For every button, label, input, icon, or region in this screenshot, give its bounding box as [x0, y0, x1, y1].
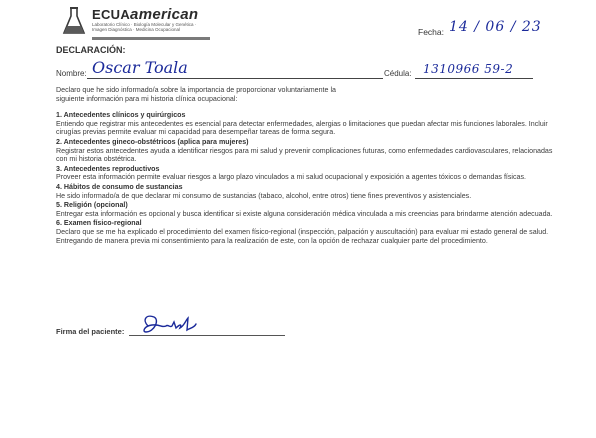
brand-prefix: ECUA	[92, 7, 131, 22]
patient-signature	[140, 312, 200, 338]
section-examen-fisico	[56, 219, 556, 245]
cedula-line	[415, 78, 533, 79]
section-antecedentes-clinicos	[56, 111, 556, 137]
brand-subtitle: Laboratorio Clínico · Biología Molecular y Genética · Imagen Diagnóstica · Medicina Ocupacional	[92, 22, 197, 32]
section-heading: 6. Examen físico-regional	[56, 219, 142, 228]
brand-suffix: american	[130, 6, 199, 23]
section-habitos	[56, 183, 556, 200]
declaration-body	[56, 86, 556, 246]
cedula-label: Cédula:	[384, 69, 412, 78]
section-heading: 4. Hábitos de consumo de sustancias	[56, 182, 183, 191]
section-religion	[56, 201, 556, 218]
section-heading: 3. Antecedentes reproductivos	[56, 164, 160, 173]
section-heading: 2. Antecedentes gineco-obstétricos (aplica para mujeres)	[56, 137, 249, 146]
flask-icon	[62, 6, 86, 36]
nombre-line	[87, 78, 383, 79]
section-heading: 5. Religión (opcional)	[56, 201, 128, 210]
cedula-value: 1310966 59-2	[423, 62, 514, 76]
section-text: Entiendo que registrar mis antecedentes es esencial para detectar enfermedades, alergias o limitaciones que puedan afectar mis funciones laborales. Incluir cirugías previas permite evaluar mi capacidad para desempeñar tareas de forma segura.	[56, 119, 548, 137]
section-text: Entregar esta información es opcional y busca identificar si existe alguna consideración médica vinculada a mis creencias para brindarme atención adecuada.	[56, 209, 553, 218]
intro-paragraph: Declaro que he sido informado/a sobre la importancia de proporcionar voluntariamente la siguiente información para mi historia clínica ocupacional:	[56, 86, 336, 103]
section-text: Declaro que se me ha explicado el procedimiento del examen físico-regional (inspección, palpación y auscultación) para evaluar mi estado general de salud. Entregando de manera previa mi consentimiento para la realización de este, con la opción de rechazar cualquier parte del procedimiento.	[56, 227, 549, 245]
firma-label: Firma del paciente:	[56, 327, 125, 336]
section-text: He sido informado/a de que declarar mi consumo de sustancias (tabaco, alcohol, entre otros) tiene fines preventivos y asistenciales.	[56, 191, 472, 200]
fecha-value: 14 / 06 / 23	[449, 19, 542, 35]
company-logo	[62, 6, 232, 40]
brand-bar	[92, 37, 210, 40]
declaration-title: DECLARACIÓN:	[56, 45, 126, 55]
section-text: Registrar estos antecedentes ayuda a identificar riesgos para mi salud y prevenir complicaciones futuras, como enfermedades cardiovasculares, relacionadas con mi historia obstétrica.	[56, 146, 553, 164]
fecha-label: Fecha:	[418, 27, 444, 37]
section-heading: 1. Antecedentes clínicos y quirúrgicos	[56, 111, 186, 120]
nombre-value: Oscar Toala	[92, 58, 188, 77]
brand-name	[92, 6, 198, 23]
section-gineco-obstetricos	[56, 138, 556, 164]
nombre-label: Nombre:	[56, 69, 87, 78]
section-text: Proveer esta información permite evaluar riesgos a largo plazo vinculados a mi salud ocupacional y exposición a agentes tóxicos o demandas físicas.	[56, 173, 527, 182]
section-reproductivos	[56, 165, 556, 182]
